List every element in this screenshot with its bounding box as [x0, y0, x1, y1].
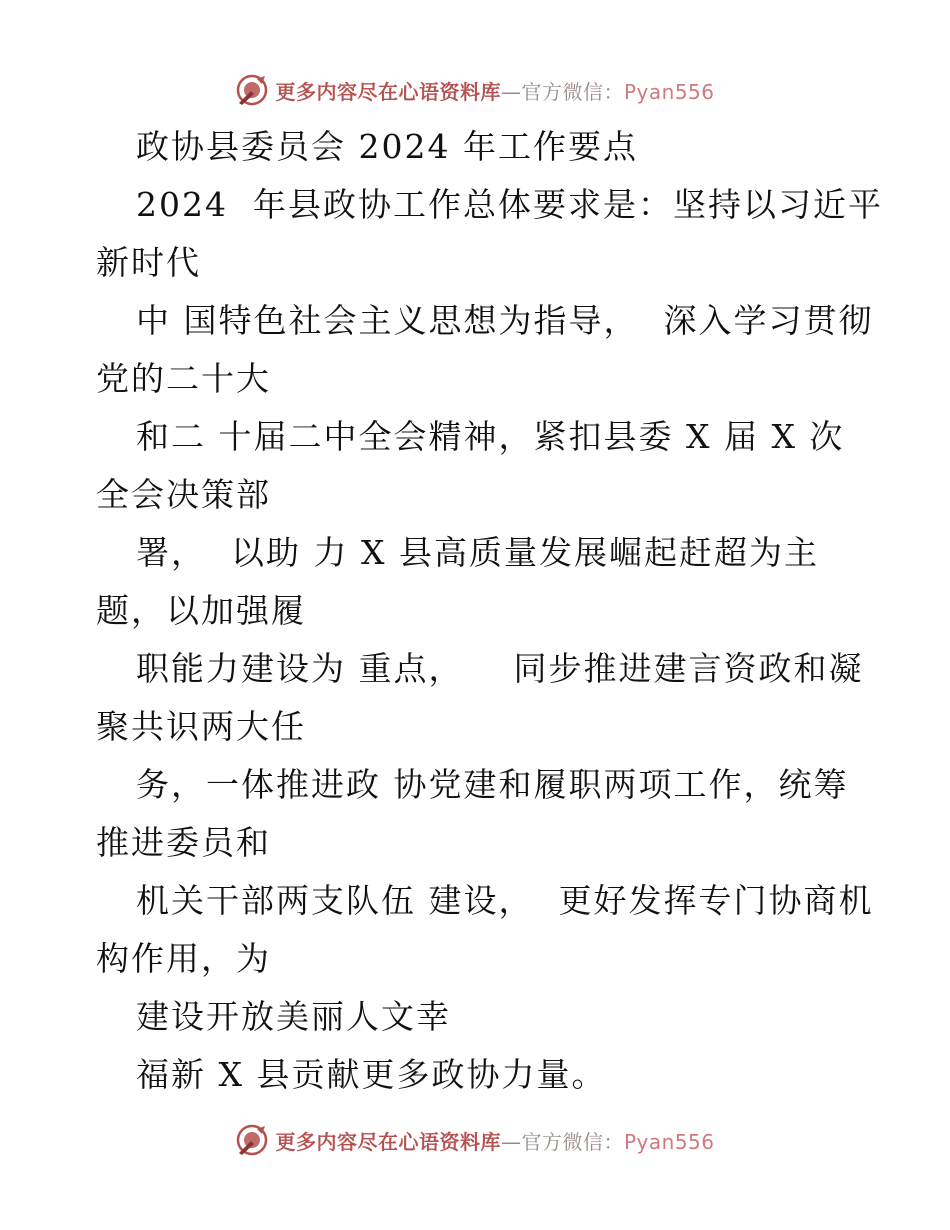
- paragraph-line: 全会决策部: [96, 475, 271, 514]
- banner-text-main: 更多内容尽在心语资料库: [275, 79, 501, 104]
- footer-banner: [0, 1120, 950, 1160]
- paragraph-line: 构作用，为: [96, 939, 271, 978]
- paragraph-line: 推进委员和: [96, 823, 271, 862]
- banner-text: [275, 76, 714, 105]
- paragraph-line: 福新 X 县贡献更多政协力量。: [136, 1055, 607, 1094]
- paragraph-line: 职能力建设为 重点， 同步推进建言资政和凝: [136, 649, 864, 688]
- paragraph-line: 署， 以助 力 X 县高质量发展崛起赶超为主: [136, 533, 819, 572]
- banner-text-main: 更多内容尽在心语资料库: [275, 1129, 501, 1154]
- banner-text-id: Pyan556: [623, 1129, 715, 1154]
- banner-text-id: Pyan556: [623, 79, 715, 104]
- pen-logo-icon: [235, 1123, 269, 1157]
- document-title: 政协县委员会 2024 年工作要点: [136, 127, 638, 166]
- paragraph-line: 2024 年县政协工作总体要求是：坚持以习近平: [136, 185, 883, 224]
- banner-text-wechat: —官方微信：: [500, 79, 624, 104]
- pen-logo-icon: [235, 73, 269, 107]
- paragraph-line: 务，一体推进政 协党建和履职两项工作，统筹: [136, 765, 849, 804]
- paragraph-line: 聚共识两大任: [96, 707, 306, 746]
- paragraph-line: 题，以加强履: [96, 591, 306, 630]
- paragraph-line: 建设开放美丽人文幸: [136, 997, 451, 1036]
- paragraph-line: 中 国特色社会主义思想为指导， 深入学习贯彻: [136, 301, 874, 340]
- banner-text-wechat: —官方微信：: [500, 1129, 624, 1154]
- paragraph-line: 新时代: [96, 243, 201, 282]
- paragraph-line: 党的二十大: [96, 359, 271, 398]
- header-banner: [0, 70, 950, 110]
- document-body: [96, 118, 883, 1104]
- banner-group: [235, 1123, 714, 1157]
- paragraph-line: 机关干部两支队伍 建设， 更好发挥专门协商机: [136, 881, 874, 920]
- paragraph-line: 和二 十届二中全会精神，紧扣县委 X 届 X 次: [136, 417, 845, 456]
- banner-group: [235, 73, 714, 107]
- banner-text: [275, 1126, 714, 1155]
